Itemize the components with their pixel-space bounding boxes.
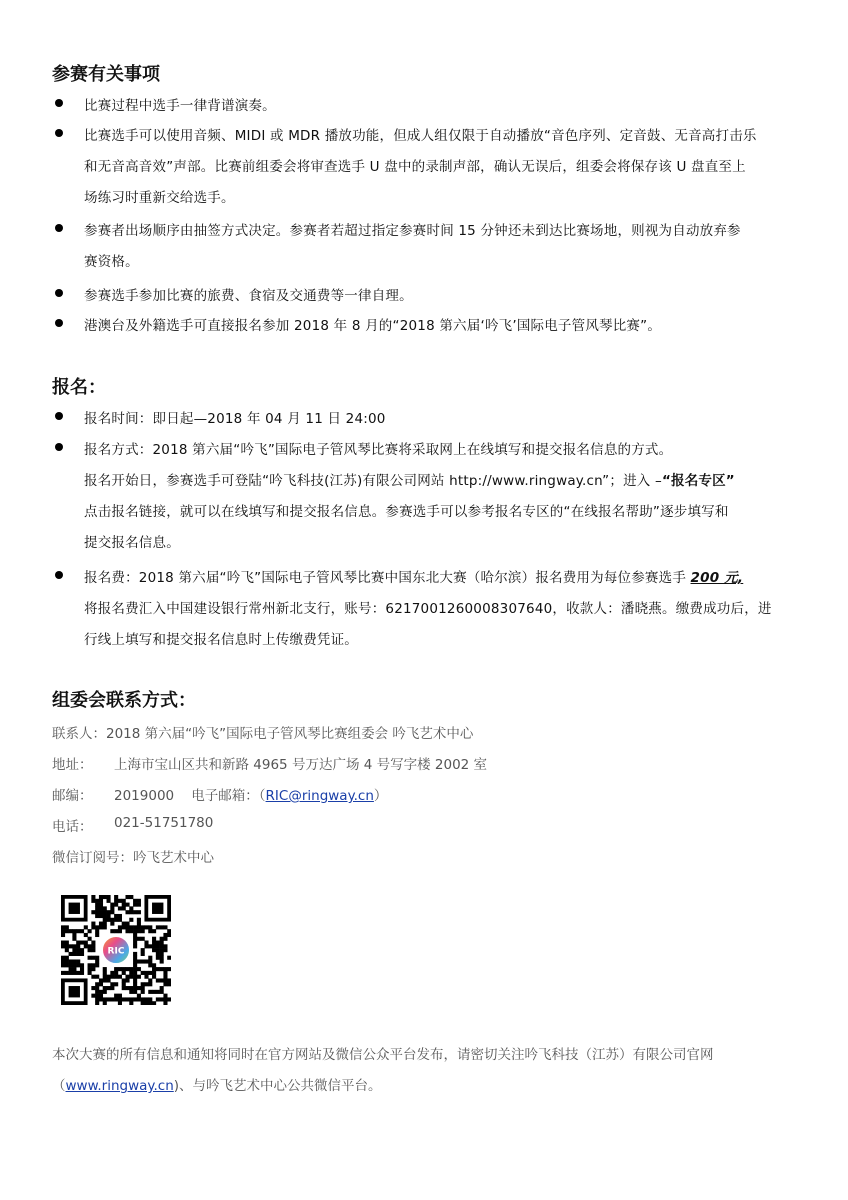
address-label: 地址：: [52, 757, 93, 773]
reg-method: 报名方式：2018 第六届“吟飞”国际电子管风琴比赛将采取网上在线填写和提交报名信息的方式。: [84, 442, 673, 458]
fee-amount: 200 元,: [690, 570, 744, 586]
phone-value: 021-51751780: [114, 815, 214, 831]
contact-address: [52, 753, 552, 773]
address-value: 上海市宝山区共和新路 4965 号万达广场 4 号写字楼 2002 室: [114, 757, 488, 773]
bullet-icon: [55, 412, 63, 420]
bullet-icon: [55, 99, 63, 107]
contact-person: 联系人：2018 第六届“吟飞”国际电子管风琴比赛组委会 吟飞艺术中心: [52, 726, 474, 742]
rule-line: 参赛选手参加比赛的旅费、食宿及交通费等一律自理。: [84, 288, 413, 304]
rule-line: 赛资格。: [84, 254, 139, 270]
contact-zip: [52, 784, 552, 804]
rule-line: 参赛者出场顺序由抽签方式决定。参赛者若超过指定参赛时间 15 分钟还未到达比赛场地，则视为自动放弃参: [84, 223, 741, 239]
bullet-icon: [55, 129, 63, 137]
reg-time: 报名时间：即日起—2018 年 04 月 11 日 24:00: [84, 411, 386, 427]
footer-open: （: [52, 1078, 66, 1094]
reg-zone-label: “报名专区”: [661, 473, 735, 489]
bullet-icon: [55, 289, 63, 297]
bullet-icon: [55, 443, 63, 451]
bullet-icon: [55, 571, 63, 579]
phone-label: 电话：: [52, 819, 93, 835]
rule-line: 比赛过程中选手一律背谱演奏。: [84, 98, 276, 114]
reg-fee: [84, 566, 743, 586]
email-close: ）: [373, 788, 388, 804]
email-label: 电子邮箱：（: [191, 788, 266, 804]
website-link[interactable]: www.ringway.cn: [65, 1078, 174, 1094]
reg-line: 点击报名链接，就可以在线填写和提交报名信息。参赛选手可以参考报名专区的“在线报名帮助”逐步填写和: [84, 504, 729, 520]
footer-text: )、与吟飞艺术中心公共微信平台。: [173, 1078, 382, 1094]
reg-text: 报名开始日，参赛选手可登陆“吟飞科技(江苏)有限公司网站 http://www.ringway.cn”；进入 –: [84, 473, 662, 489]
reg-text: 报名费：2018 第六届“吟飞”国际电子管风琴比赛中国东北大赛（哈尔滨）报名费用为每位参赛选手: [84, 570, 691, 586]
footer-line: 本次大赛的所有信息和通知将同时在官方网站及微信公众平台发布，请密切关注吟飞科技（江苏）有限公司官网: [52, 1047, 714, 1063]
qr-code: [61, 895, 171, 1005]
bullet-icon: [55, 224, 63, 232]
contact-phone: [52, 815, 552, 835]
rule-line: 和无音高音效”声部。比赛前组委会将审查选手 U 盘中的录制声部，确认无误后，组委会将保存该 U 盘直至上: [84, 159, 746, 175]
footer-line: [52, 1074, 382, 1094]
rules-heading: 参赛有关事项: [52, 64, 160, 85]
contact-heading: 组委会联系方式：: [52, 690, 196, 711]
reg-line: 将报名费汇入中国建设银行常州新北支行，账号：6217001260008307640，收款人：潘晓燕。缴费成功后，进: [84, 601, 772, 617]
svg-text:RIC: RIC: [107, 946, 125, 957]
zip-value: 2019000: [114, 788, 175, 804]
reg-line: 提交报名信息。: [84, 535, 180, 551]
contact-wechat: 微信订阅号：吟飞艺术中心: [52, 850, 214, 866]
reg-line: 行线上填写和提交报名信息时上传缴费凭证。: [84, 632, 358, 648]
registration-heading: 报名：: [52, 377, 106, 398]
reg-line: [84, 469, 735, 489]
email-link[interactable]: RIC@ringway.cn: [265, 788, 374, 804]
zip-label: 邮编：: [52, 788, 93, 804]
rule-line: 场练习时重新交给选手。: [84, 190, 235, 206]
rule-line: 港澳台及外籍选手可直接报名参加 2018 年 8 月的“2018 第六届‘吟飞’国际电子管风琴比赛”。: [84, 318, 662, 334]
bullet-icon: [55, 319, 63, 327]
rule-line: 比赛选手可以使用音频、MIDI 或 MDR 播放功能，但成人组仅限于自动播放“音色序列、定音鼓、无音高打击乐: [84, 128, 757, 144]
